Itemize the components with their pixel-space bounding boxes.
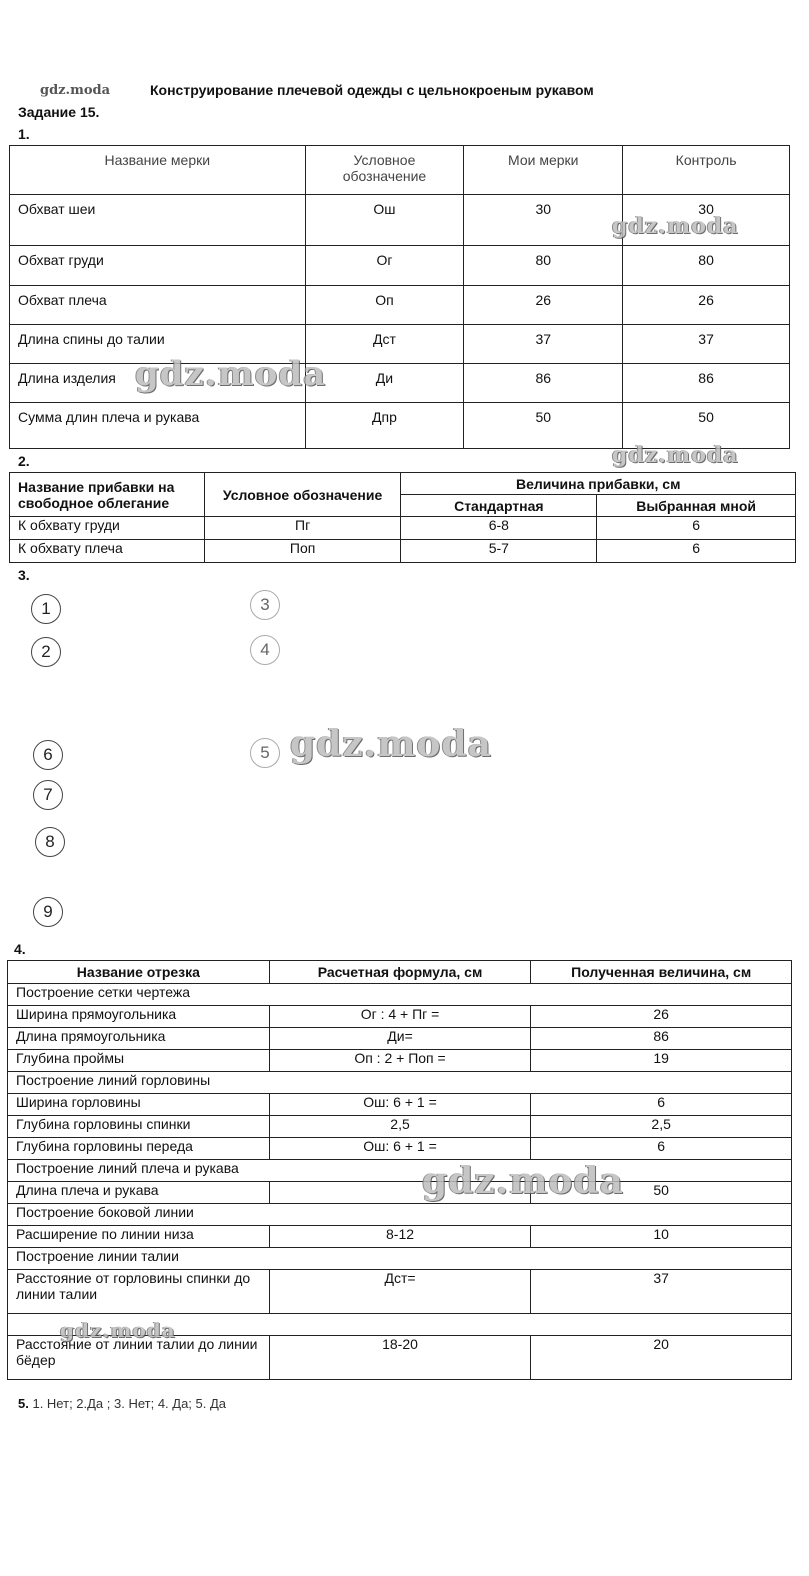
table-row <box>8 1094 792 1116</box>
cell: Расстояние от горловины спинки до линии талии <box>8 1270 270 1314</box>
marker-7: 7 <box>33 780 63 810</box>
answers-line <box>18 1396 226 1411</box>
cell: Ош: 6 + 1 = <box>269 1094 531 1116</box>
cell: Дст= <box>269 1270 531 1314</box>
cell: 5-7 <box>401 540 597 563</box>
cell: 26 <box>464 286 623 325</box>
cell: 86 <box>464 364 623 403</box>
table-row <box>8 1226 792 1248</box>
marker-9: 9 <box>33 897 63 927</box>
watermark: gdz.moda <box>290 723 492 765</box>
table-row <box>10 325 790 364</box>
section-row: Построение боковой линии <box>8 1204 792 1226</box>
cell: 37 <box>531 1270 792 1314</box>
cell: 86 <box>531 1028 792 1050</box>
cell: Дпр <box>305 403 464 449</box>
cell: Расширение по линии низа <box>8 1226 270 1248</box>
col-header: Условное обозначение <box>305 146 464 195</box>
table-row <box>8 1028 792 1050</box>
cell: 30 <box>464 195 623 246</box>
section4-label: 4. <box>14 941 26 957</box>
table-row <box>8 1336 792 1380</box>
cell: 20 <box>531 1336 792 1380</box>
watermark: gdz.moda <box>612 442 739 468</box>
marker-6: 6 <box>33 740 63 770</box>
marker-4: 4 <box>250 635 280 665</box>
cell: Ди <box>305 364 464 403</box>
marker-2: 2 <box>31 637 61 667</box>
table-row <box>8 1138 792 1160</box>
watermark: gdz.moda <box>612 213 739 239</box>
cell: 26 <box>531 1006 792 1028</box>
table-row <box>10 286 790 325</box>
table-row <box>8 1050 792 1072</box>
cell: 18-20 <box>269 1336 531 1380</box>
cell: Ош <box>305 195 464 246</box>
cell: 6 <box>597 540 796 563</box>
cell: Расстояние от линии талии до линии бёдер <box>8 1336 270 1380</box>
col-header: Мои мерки <box>464 146 623 195</box>
cell: Ог <box>305 246 464 286</box>
section1-label: 1. <box>18 126 30 142</box>
cell: 6-8 <box>401 517 597 540</box>
cell: Глубина горловины спинки <box>8 1116 270 1138</box>
col-header: Контроль <box>623 146 790 195</box>
table-row <box>8 1182 792 1204</box>
table-row <box>8 1116 792 1138</box>
cell: Пг <box>204 517 401 540</box>
col-header: Название отрезка <box>8 961 270 984</box>
table-row <box>8 1006 792 1028</box>
cell: Длина спины до талии <box>10 325 306 364</box>
table-header-row <box>10 146 790 195</box>
table-row <box>8 1270 792 1314</box>
cell: 6 <box>531 1138 792 1160</box>
cell: Обхват груди <box>10 246 306 286</box>
table-row <box>10 246 790 286</box>
cell: 37 <box>464 325 623 364</box>
cell: 6 <box>597 517 796 540</box>
cell: Ширина горловины <box>8 1094 270 1116</box>
table-row <box>10 364 790 403</box>
cell: 30 <box>623 195 790 246</box>
section5-label: 5. <box>18 1396 29 1411</box>
cell: 2,5 <box>531 1116 792 1138</box>
allowances-table <box>9 472 796 563</box>
cell: Обхват плеча <box>10 286 306 325</box>
cell: 80 <box>623 246 790 286</box>
col-header: Величина прибавки, см <box>401 473 796 495</box>
marker-8: 8 <box>35 827 65 857</box>
section-row: Построение линий плеча и рукава <box>8 1160 792 1182</box>
col-header: Выбранная мной <box>597 495 796 517</box>
col-header: Условное обозначение <box>204 473 401 517</box>
cell: 26 <box>623 286 790 325</box>
measurements-table <box>9 145 790 449</box>
cell: Оп <box>305 286 464 325</box>
cell: Глубина проймы <box>8 1050 270 1072</box>
section-row: Построение сетки чертежа <box>8 984 792 1006</box>
cell: 8-12 <box>269 1226 531 1248</box>
cell: Ош: 6 + 1 = <box>269 1138 531 1160</box>
cell: 80 <box>464 246 623 286</box>
table-row <box>10 540 796 563</box>
cell: 10 <box>531 1226 792 1248</box>
cell: Дст <box>305 325 464 364</box>
section-row: Построение линий горловины <box>8 1072 792 1094</box>
col-header: Стандартная <box>401 495 597 517</box>
col-header: Расчетная формула, см <box>269 961 531 984</box>
cell: Длина прямоугольника <box>8 1028 270 1050</box>
table-row <box>10 517 796 540</box>
cell: Ширина прямоугольника <box>8 1006 270 1028</box>
section-row: Построение линии талии <box>8 1248 792 1270</box>
segments-table <box>7 960 792 1380</box>
cell: 19 <box>531 1050 792 1072</box>
cell: К обхвату груди <box>10 517 205 540</box>
col-header: Полученная величина, см <box>531 961 792 984</box>
cell: Оп : 2 + Поп = <box>269 1050 531 1072</box>
cell: 6 <box>531 1094 792 1116</box>
marker-3: 3 <box>250 590 280 620</box>
cell: 86 <box>623 364 790 403</box>
watermark-small: gdz.moda <box>40 83 111 98</box>
watermark: gdz.moda <box>135 354 327 394</box>
marker-5: 5 <box>250 738 280 768</box>
cell: Обхват шеи <box>10 195 306 246</box>
section2-label: 2. <box>18 453 30 469</box>
col-header: Название мерки <box>10 146 306 195</box>
task-label: Задание 15. <box>18 104 100 120</box>
section3-label: 3. <box>18 567 30 583</box>
answers-text: 1. Нет; 2.Да ; 3. Нет; 4. Да; 5. Да <box>32 1396 227 1411</box>
page-title: Конструирование плечевой одежды с цельнокроеным рукавом <box>150 82 594 98</box>
watermark: gdz.moda <box>422 1160 624 1202</box>
cell: Ог : 4 + Пг = <box>269 1006 531 1028</box>
cell: Глубина горловины переда <box>8 1138 270 1160</box>
cell: 50 <box>623 403 790 449</box>
col-header: Название прибавки на свободное облегание <box>10 473 205 517</box>
marker-1: 1 <box>31 594 61 624</box>
cell: 2,5 <box>269 1116 531 1138</box>
cell: К обхвату плеча <box>10 540 205 563</box>
cell: Поп <box>204 540 401 563</box>
cell: Длина плеча и рукава <box>8 1182 270 1204</box>
cell: 50 <box>464 403 623 449</box>
cell: Длина изделия <box>10 364 306 403</box>
watermark: gdz.moda <box>60 1318 176 1342</box>
cell: 50 <box>531 1182 792 1204</box>
cell: 37 <box>623 325 790 364</box>
cell: Ди= <box>269 1028 531 1050</box>
cell: Сумма длин плеча и рукава <box>10 403 306 449</box>
